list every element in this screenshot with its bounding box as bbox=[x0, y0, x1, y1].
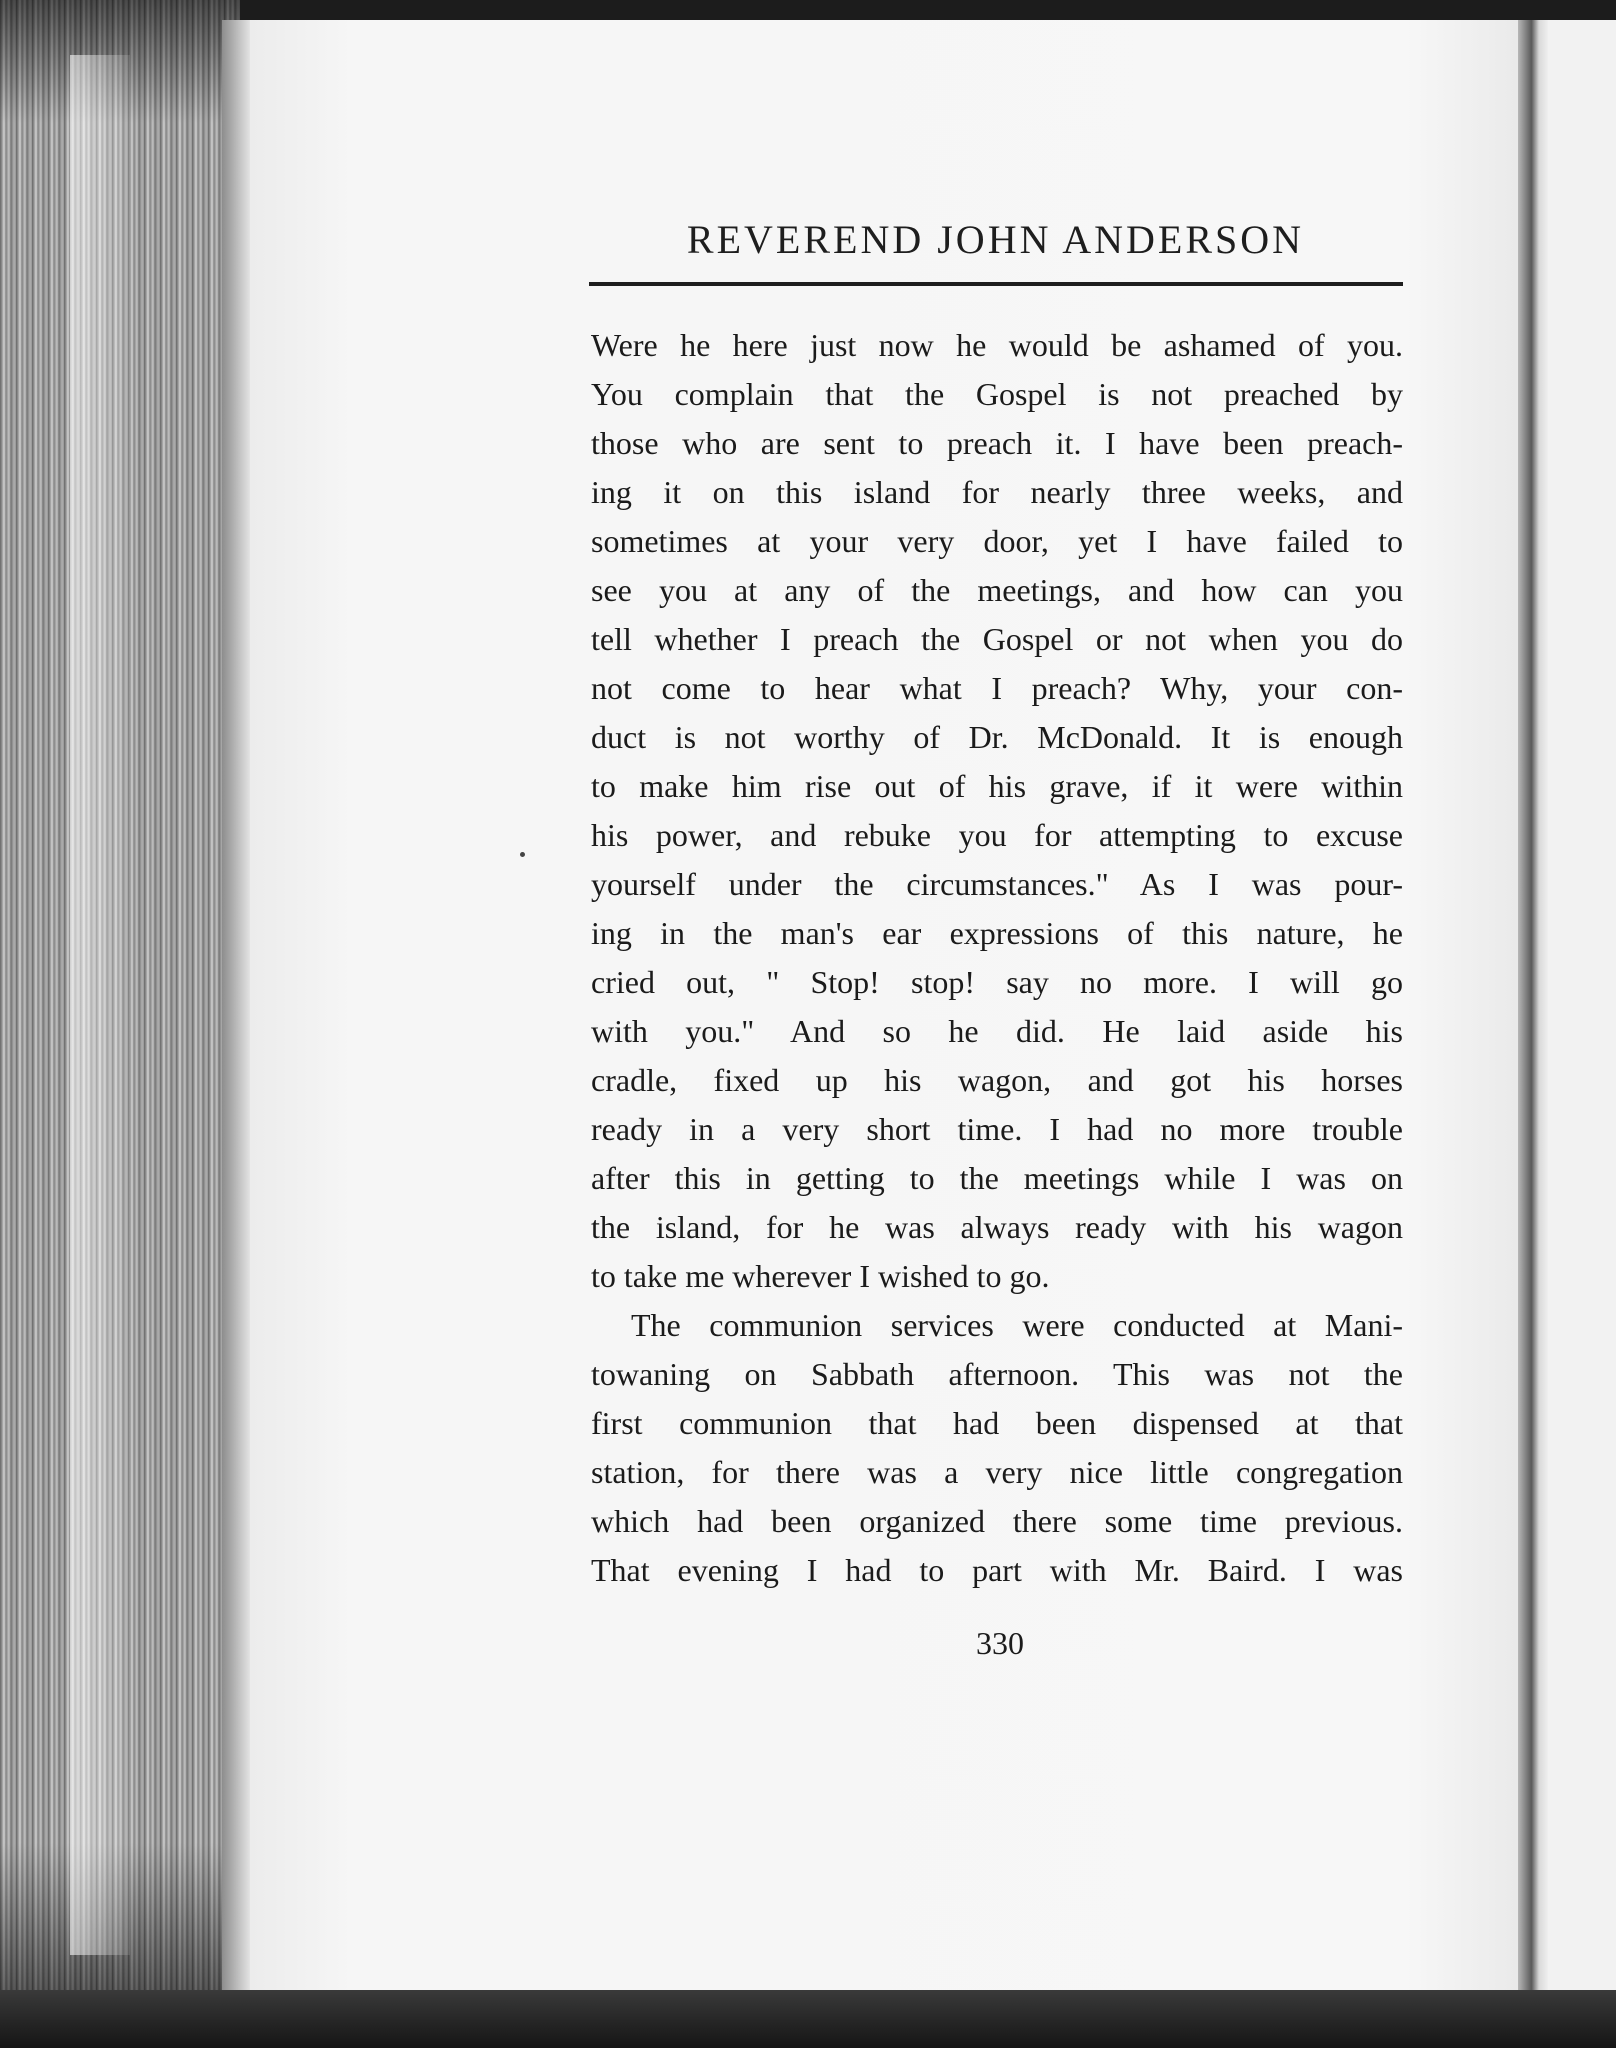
running-head-rule bbox=[589, 282, 1403, 286]
body-text bbox=[591, 321, 1403, 1595]
text-line: after this in getting to the meetings while I was on bbox=[591, 1160, 1403, 1196]
text-line: You complain that the Gospel is not preached by bbox=[591, 376, 1403, 412]
text-line: his power, and rebuke you for attempting to excuse bbox=[591, 817, 1403, 853]
text-line: those who are sent to preach it. I have been preach- bbox=[591, 425, 1403, 461]
bottom-shadow bbox=[0, 1990, 1616, 2048]
text-line: ing in the man's ear expressions of this nature, he bbox=[591, 915, 1403, 951]
page-number: 330 bbox=[976, 1625, 1024, 1661]
next-page bbox=[1548, 20, 1616, 2030]
text-line: cradle, fixed up his wagon, and got his horses bbox=[591, 1062, 1403, 1098]
text-line: the island, for he was always ready with his wagon bbox=[591, 1209, 1403, 1245]
text-line: with you." And so he did. He laid aside his bbox=[591, 1013, 1403, 1049]
paragraph-2 bbox=[591, 1301, 1403, 1595]
text-line: station, for there was a very nice little congregation bbox=[591, 1454, 1403, 1490]
text-line: duct is not worthy of Dr. McDonald. It is enough bbox=[591, 719, 1403, 755]
text-line: yourself under the circumstances." As I was pour- bbox=[591, 866, 1403, 902]
book-page-edges bbox=[0, 0, 240, 2048]
paragraph-1 bbox=[591, 321, 1403, 1301]
text-line: see you at any of the meetings, and how can you bbox=[591, 572, 1403, 608]
text-line: not come to hear what I preach? Why, your con- bbox=[591, 670, 1403, 706]
text-line: That evening I had to part with Mr. Baird. I was bbox=[591, 1552, 1403, 1588]
text-line: ing it on this island for nearly three weeks, and bbox=[591, 474, 1403, 510]
next-page-edge bbox=[1518, 20, 1548, 2030]
text-line: Were he here just now he would be ashamed of you. bbox=[591, 327, 1403, 363]
text-line: which had been organized there some time previous. bbox=[591, 1503, 1403, 1539]
ink-speck bbox=[520, 852, 525, 857]
text-line: to take me wherever I wished to go. bbox=[591, 1258, 1050, 1294]
text-line: to make him rise out of his grave, if it were within bbox=[591, 768, 1403, 804]
text-line: towaning on Sabbath afternoon. This was not the bbox=[591, 1356, 1403, 1392]
text-line: sometimes at your very door, yet I have failed to bbox=[591, 523, 1403, 559]
text-line: cried out, " Stop! stop! say no more. I will go bbox=[591, 964, 1403, 1000]
text-line: ready in a very short time. I had no more trouble bbox=[591, 1111, 1403, 1147]
text-line: tell whether I preach the Gospel or not when you do bbox=[591, 621, 1403, 657]
running-head: REVEREND JOHN ANDERSON bbox=[686, 217, 1305, 262]
text-line: The communion services were conducted at Mani- bbox=[631, 1307, 1403, 1343]
text-line: first communion that had been dispensed at that bbox=[591, 1405, 1403, 1441]
